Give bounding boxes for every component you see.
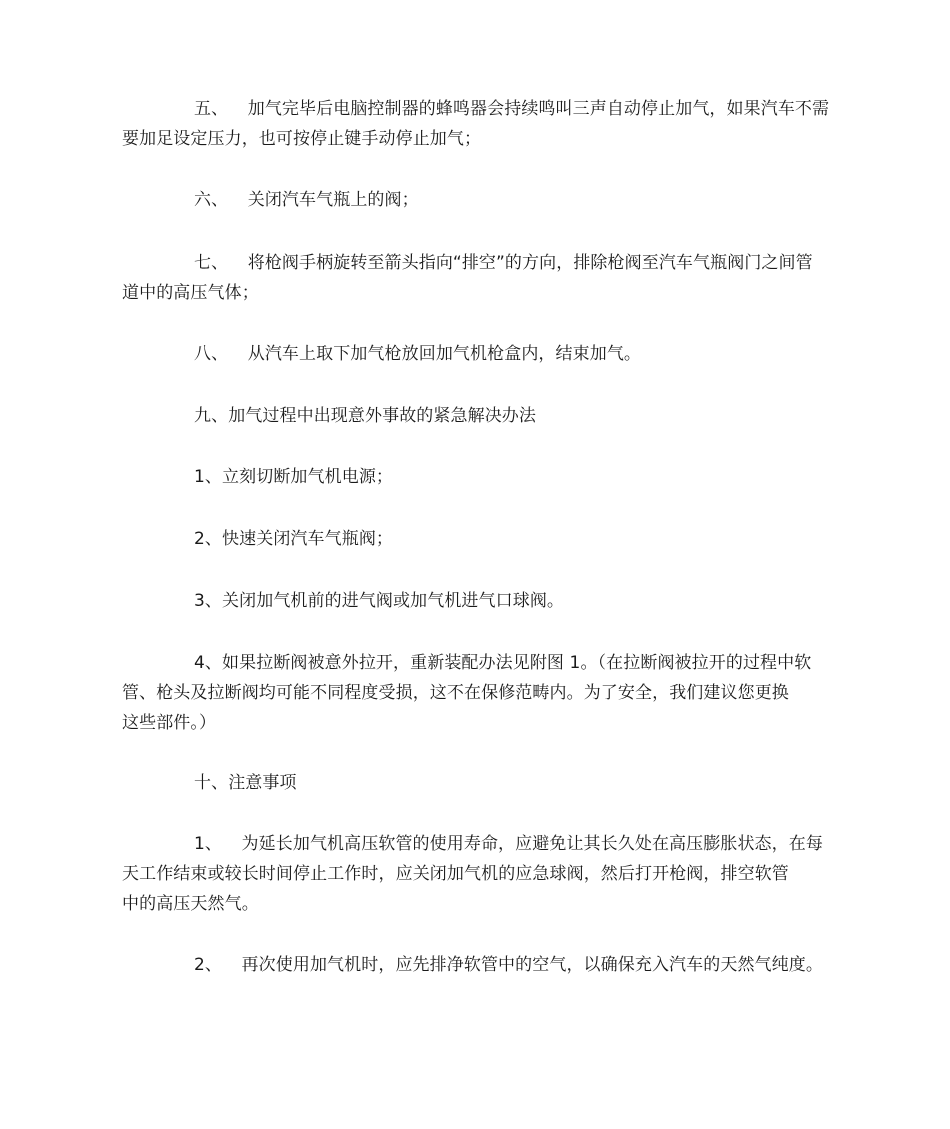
paragraph-step-6 [122, 185, 832, 215]
paragraph-step-8 [122, 339, 832, 369]
paragraph-line [122, 462, 832, 492]
section-heading-notes [122, 768, 832, 798]
list-item [122, 950, 832, 980]
item-number: 2、 [194, 955, 223, 975]
paragraph-step-5 [122, 94, 832, 154]
item-number: 1、 [194, 834, 223, 854]
paragraph-line: 要加足设定压力，也可按停止键手动停止加气； [122, 129, 482, 149]
paragraph-line: 天工作结束或较长时间停止工作时，应关闭加气机的应急球阀，然后打开枪阀，排空软管 [122, 864, 789, 884]
paragraph-line: 道中的高压气体； [122, 283, 259, 303]
paragraph-step-7 [122, 248, 832, 308]
heading-text: 注意事项 [228, 773, 297, 793]
item-number: 五、 [194, 99, 229, 119]
list-item [122, 648, 832, 738]
list-item [122, 586, 832, 616]
list-item-text: 快速关闭汽车气瓶阀； [222, 529, 394, 549]
item-number: 八、 [194, 344, 229, 364]
paragraph-line [122, 94, 832, 124]
item-number: 4、 [194, 653, 223, 673]
paragraph-line [122, 401, 832, 431]
section-heading-emergency [122, 401, 832, 431]
item-number: 1、 [194, 467, 223, 487]
paragraph-text: 从汽车上取下加气枪放回加气机枪盒内，结束加气。 [247, 344, 642, 364]
list-item-text: 为延长加气机高压软管的使用寿命，应避免让其长久处在高压膨胀状态，在每 [241, 834, 823, 854]
list-item-text: 关闭加气机前的进气阀或加气机进气口球阀。 [222, 591, 565, 611]
list-item-text: 再次使用加气机时，应先排净软管中的空气，以确保充入汽车的天然气纯度。 [241, 955, 823, 975]
paragraph-line [122, 524, 832, 554]
paragraph-line: 这些部件。） [122, 713, 217, 733]
paragraph-line [122, 339, 832, 369]
paragraph-text: 加气完毕后电脑控制器的蜂鸣器会持续鸣叫三声自动停止加气，如果汽车不需 [247, 99, 830, 119]
item-number: 六、 [194, 190, 229, 210]
list-item-text: 立刻切断加气机电源； [222, 467, 394, 487]
item-number: 十、 [194, 773, 229, 793]
heading-text: 加气过程中出现意外事故的紧急解决办法 [228, 406, 537, 426]
paragraph-text: 将枪阀手柄旋转至箭头指向“排空”的方向，排除枪阀至汽车气瓶阀门之间管 [247, 253, 813, 273]
item-number: 2、 [194, 529, 223, 549]
paragraph-line [122, 248, 832, 278]
paragraph-line [122, 185, 832, 215]
list-item [122, 829, 832, 919]
item-number: 七、 [194, 253, 229, 273]
paragraph-line: 中的高压天然气。 [122, 894, 259, 914]
paragraph-line [122, 768, 832, 798]
list-item-text: 如果拉断阀被意外拉开，重新装配办法见附图 1。（在拉断阀被拉开的过程中软 [222, 653, 812, 673]
list-item [122, 462, 832, 492]
paragraph-line [122, 950, 832, 980]
paragraph-line [122, 648, 832, 678]
paragraph-line: 管、枪头及拉断阀均可能不同程度受损，这不在保修范畴内。为了安全，我们建议您更换 [122, 683, 789, 703]
list-item [122, 524, 832, 554]
paragraph-line [122, 586, 832, 616]
paragraph-line [122, 829, 832, 859]
paragraph-text: 关闭汽车气瓶上的阀； [247, 190, 419, 210]
item-number: 3、 [194, 591, 223, 611]
item-number: 九、 [194, 406, 229, 426]
